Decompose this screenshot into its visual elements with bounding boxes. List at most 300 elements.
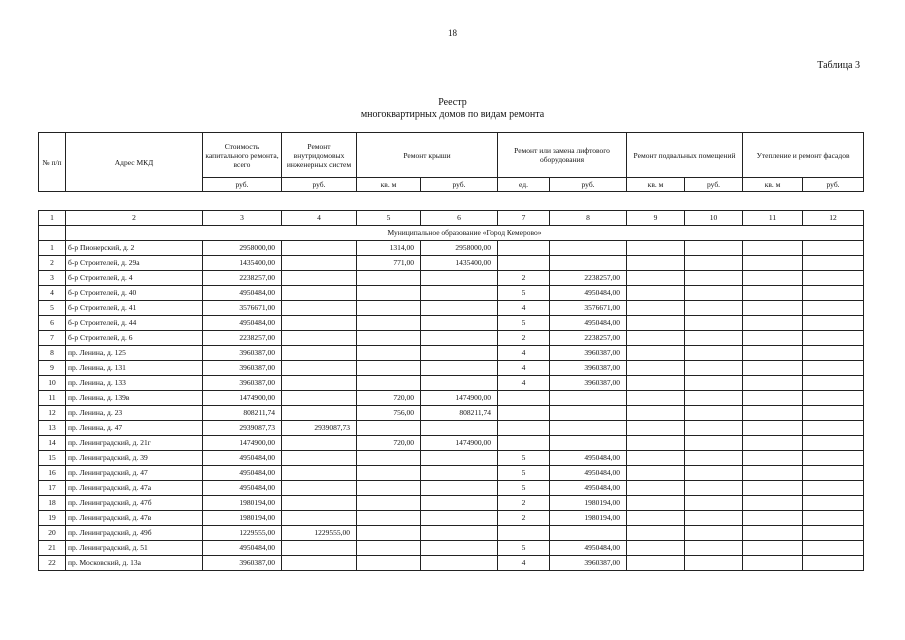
value-cell [685,376,743,391]
value-cell [803,391,864,406]
column-number-cell: 12 [803,211,864,226]
address-cell: пр. Ленина, д. 47 [66,421,203,436]
row-number-cell: 18 [39,496,66,511]
registry-table-body [38,210,864,571]
section-row [39,226,864,241]
header-address: Адрес МКД [66,133,203,192]
value-cell [357,316,421,331]
value-cell [421,361,498,376]
value-cell [803,496,864,511]
table-row [39,376,864,391]
value-cell [803,301,864,316]
row-number-cell: 22 [39,556,66,571]
row-number-cell: 4 [39,286,66,301]
value-cell [743,526,803,541]
value-cell [685,271,743,286]
value-cell: 4950484,00 [550,451,627,466]
header-num: № п/п [39,133,66,192]
value-cell: 1435400,00 [421,256,498,271]
value-cell [685,526,743,541]
value-cell [685,361,743,376]
row-number-cell: 3 [39,271,66,286]
value-cell [357,481,421,496]
value-cell [685,256,743,271]
table-row [39,511,864,526]
value-cell [357,511,421,526]
value-cell [803,256,864,271]
value-cell [282,406,357,421]
value-cell [743,241,803,256]
table-row [39,496,864,511]
value-cell: 1474900,00 [421,391,498,406]
address-cell: б-р Строителей, д. 4 [66,271,203,286]
value-cell [498,421,550,436]
row-number-cell: 16 [39,466,66,481]
value-cell [803,526,864,541]
value-cell: 4950484,00 [550,316,627,331]
value-cell [627,496,685,511]
value-cell [627,451,685,466]
column-number-cell: 10 [685,211,743,226]
value-cell [550,436,627,451]
address-cell: б-р Строителей, д. 40 [66,286,203,301]
value-cell: 5 [498,316,550,331]
header-facade: Утепление и ремонт фасадов [743,133,864,178]
value-cell [743,481,803,496]
value-cell [803,376,864,391]
table-row [39,421,864,436]
value-cell [743,436,803,451]
unit-cell: кв. м [743,178,803,192]
row-number-cell: 2 [39,256,66,271]
value-cell [743,406,803,421]
value-cell: 4 [498,376,550,391]
value-cell [685,286,743,301]
value-cell [743,346,803,361]
value-cell [421,316,498,331]
value-cell: 4950484,00 [203,481,282,496]
value-cell [498,256,550,271]
value-cell [803,346,864,361]
value-cell: 4 [498,361,550,376]
value-cell [498,241,550,256]
table-row [39,556,864,571]
value-cell [627,406,685,421]
value-cell: 2 [498,331,550,346]
column-number-cell: 4 [282,211,357,226]
value-cell: 1474900,00 [421,436,498,451]
table-row [39,241,864,256]
table-row [39,301,864,316]
value-cell [803,541,864,556]
registry-table-header [38,132,864,192]
unit-cell: руб. [421,178,498,192]
value-cell [282,541,357,556]
value-cell [357,421,421,436]
value-cell [421,451,498,466]
title-line-2: многоквартирных домов по видам ремонта [360,109,545,120]
value-cell [685,481,743,496]
value-cell [550,256,627,271]
column-number-cell: 5 [357,211,421,226]
row-number-cell: 10 [39,376,66,391]
value-cell [421,271,498,286]
value-cell [685,301,743,316]
value-cell [421,286,498,301]
address-cell: пр. Ленинградский, д. 39 [66,451,203,466]
value-cell [498,391,550,406]
table-row [39,466,864,481]
value-cell [357,346,421,361]
value-cell [421,481,498,496]
column-number-cell: 7 [498,211,550,226]
value-cell [550,526,627,541]
value-cell: 1435400,00 [203,256,282,271]
address-cell: б-р Строителей, д. 29а [66,256,203,271]
address-cell: пр. Ленинградский, д. 47б [66,496,203,511]
value-cell: 3960387,00 [550,556,627,571]
value-cell [282,301,357,316]
table-row [39,436,864,451]
value-cell: 2 [498,271,550,286]
value-cell [803,286,864,301]
address-cell: пр. Ленинградский, д. 51 [66,541,203,556]
value-cell [550,421,627,436]
value-cell [627,436,685,451]
row-number-cell: 13 [39,421,66,436]
value-cell [627,316,685,331]
value-cell: 4950484,00 [550,481,627,496]
value-cell [550,391,627,406]
value-cell: 1980194,00 [203,496,282,511]
section-blank-cell [39,226,66,241]
value-cell: 3576671,00 [203,301,282,316]
row-number-cell: 8 [39,346,66,361]
value-cell: 808211,74 [203,406,282,421]
value-cell: 4950484,00 [550,466,627,481]
value-cell: 5 [498,481,550,496]
value-cell [627,481,685,496]
value-cell [803,421,864,436]
value-cell: 771,00 [357,256,421,271]
value-cell [627,301,685,316]
value-cell [421,496,498,511]
value-cell [421,526,498,541]
value-cell: 2939087,73 [282,421,357,436]
value-cell [743,511,803,526]
value-cell [685,511,743,526]
value-cell [803,466,864,481]
value-cell [282,511,357,526]
value-cell [803,406,864,421]
value-cell: 4950484,00 [203,451,282,466]
value-cell [421,466,498,481]
value-cell [421,511,498,526]
address-cell: пр. Ленина, д. 139в [66,391,203,406]
value-cell [282,286,357,301]
value-cell: 4950484,00 [203,286,282,301]
address-cell: пр. Ленинградский, д. 49б [66,526,203,541]
value-cell: 3960387,00 [550,361,627,376]
value-cell: 1229555,00 [282,526,357,541]
value-cell [357,331,421,346]
value-cell [627,286,685,301]
table-row [39,391,864,406]
value-cell: 1229555,00 [203,526,282,541]
value-cell: 3960387,00 [550,346,627,361]
value-cell: 2958000,00 [421,241,498,256]
value-cell [550,406,627,421]
value-cell [627,526,685,541]
row-number-cell: 19 [39,511,66,526]
value-cell: 4950484,00 [203,466,282,481]
value-cell [685,346,743,361]
address-cell: пр. Ленинградский, д. 47а [66,481,203,496]
value-cell [627,361,685,376]
value-cell: 5 [498,541,550,556]
table-row [39,526,864,541]
value-cell [627,256,685,271]
value-cell [357,526,421,541]
value-cell [743,361,803,376]
table-row [39,361,864,376]
value-cell: 4950484,00 [550,541,627,556]
value-cell: 1980194,00 [550,496,627,511]
page-number: 18 [448,28,457,38]
value-cell [685,466,743,481]
value-cell: 756,00 [357,406,421,421]
address-cell: пр. Ленина, д. 125 [66,346,203,361]
address-cell: б-р Строителей, д. 6 [66,331,203,346]
address-cell: пр. Ленина, д. 133 [66,376,203,391]
value-cell [743,376,803,391]
column-number-cell: 3 [203,211,282,226]
value-cell [685,451,743,466]
row-number-cell: 21 [39,541,66,556]
value-cell [685,241,743,256]
value-cell [627,241,685,256]
value-cell [685,436,743,451]
row-number-cell: 5 [39,301,66,316]
value-cell: 1980194,00 [203,511,282,526]
value-cell [498,436,550,451]
value-cell [803,511,864,526]
value-cell [498,406,550,421]
table-row [39,256,864,271]
value-cell: 4 [498,301,550,316]
row-number-cell: 20 [39,526,66,541]
table-label: Таблица 3 [817,60,860,71]
value-cell [357,556,421,571]
header-roof: Ремонт крыши [357,133,498,178]
value-cell [357,361,421,376]
table-row [39,316,864,331]
column-number-cell: 8 [550,211,627,226]
document-title [0,97,905,121]
unit-cell: кв. м [627,178,685,192]
value-cell [357,286,421,301]
value-cell: 4 [498,556,550,571]
address-cell: б-р Пионерский, д. 2 [66,241,203,256]
section-title: Муниципальное образование «Город Кемерово» [66,226,864,241]
value-cell: 4950484,00 [550,286,627,301]
unit-cell: руб. [203,178,282,192]
value-cell: 3960387,00 [203,361,282,376]
value-cell: 3576671,00 [550,301,627,316]
table-row [39,406,864,421]
value-cell [357,466,421,481]
value-cell [357,451,421,466]
value-cell [743,316,803,331]
value-cell [282,451,357,466]
table-row [39,346,864,361]
value-cell [627,466,685,481]
value-cell [743,421,803,436]
unit-cell: руб. [550,178,627,192]
row-number-cell: 17 [39,481,66,496]
table-row [39,286,864,301]
row-number-cell: 12 [39,406,66,421]
address-cell: пр. Ленинградский, д. 21г [66,436,203,451]
unit-cell: ед. [498,178,550,192]
value-cell [685,406,743,421]
value-cell [743,451,803,466]
value-cell: 2 [498,496,550,511]
value-cell: 2238257,00 [550,331,627,346]
unit-cell: руб. [685,178,743,192]
row-number-cell: 15 [39,451,66,466]
value-cell [803,451,864,466]
value-cell: 720,00 [357,391,421,406]
value-cell: 2238257,00 [550,271,627,286]
value-cell [282,481,357,496]
value-cell [627,556,685,571]
value-cell: 2958000,00 [203,241,282,256]
title-line-1: Реестр [438,97,467,108]
value-cell: 3960387,00 [203,556,282,571]
value-cell [743,271,803,286]
value-cell: 3960387,00 [203,376,282,391]
value-cell [282,556,357,571]
value-cell: 4 [498,346,550,361]
value-cell [803,271,864,286]
value-cell [421,421,498,436]
value-cell [282,241,357,256]
value-cell [498,526,550,541]
value-cell [421,301,498,316]
value-cell [685,556,743,571]
value-cell [685,421,743,436]
value-cell: 2238257,00 [203,331,282,346]
header-engineering: Ремонт внутридомовых инженерных систем [282,133,357,178]
column-number-cell: 2 [66,211,203,226]
value-cell [743,331,803,346]
address-cell: пр. Ленинградский, д. 47 [66,466,203,481]
value-cell: 5 [498,466,550,481]
value-cell [282,391,357,406]
value-cell [282,271,357,286]
value-cell [743,286,803,301]
value-cell: 2 [498,511,550,526]
value-cell: 2238257,00 [203,271,282,286]
value-cell [743,256,803,271]
address-cell: б-р Строителей, д. 44 [66,316,203,331]
value-cell [282,316,357,331]
value-cell [743,541,803,556]
value-cell [282,436,357,451]
column-number-cell: 9 [627,211,685,226]
value-cell [357,376,421,391]
value-cell: 1474900,00 [203,391,282,406]
value-cell [357,541,421,556]
value-cell: 2939087,73 [203,421,282,436]
value-cell [627,541,685,556]
value-cell: 5 [498,286,550,301]
value-cell: 720,00 [357,436,421,451]
value-cell [803,556,864,571]
value-cell [803,361,864,376]
value-cell [743,556,803,571]
table-row [39,451,864,466]
value-cell [282,361,357,376]
value-cell: 4950484,00 [203,541,282,556]
header-total-cost: Стоимость капитального ремонта, всего [203,133,282,178]
value-cell: 3960387,00 [550,376,627,391]
value-cell [282,331,357,346]
column-number-row [39,211,864,226]
value-cell [627,376,685,391]
value-cell [803,316,864,331]
address-cell: пр. Ленина, д. 131 [66,361,203,376]
value-cell [627,421,685,436]
table-row [39,541,864,556]
address-cell: б-р Строителей, д. 41 [66,301,203,316]
column-number-cell: 1 [39,211,66,226]
value-cell [550,241,627,256]
row-number-cell: 14 [39,436,66,451]
header-elevator: Ремонт или замена лифтового оборудования [498,133,627,178]
value-cell [421,331,498,346]
value-cell [421,556,498,571]
value-cell [282,256,357,271]
value-cell [685,316,743,331]
address-cell: пр. Ленина, д. 23 [66,406,203,421]
value-cell [803,241,864,256]
value-cell [685,496,743,511]
value-cell [357,496,421,511]
value-cell [282,496,357,511]
value-cell [627,391,685,406]
value-cell [421,346,498,361]
value-cell [743,391,803,406]
value-cell [685,331,743,346]
value-cell [685,541,743,556]
row-number-cell: 7 [39,331,66,346]
address-cell: пр. Московский, д. 13а [66,556,203,571]
value-cell [282,466,357,481]
value-cell [627,331,685,346]
column-number-cell: 6 [421,211,498,226]
value-cell [627,511,685,526]
row-number-cell: 11 [39,391,66,406]
value-cell [743,496,803,511]
value-cell [357,271,421,286]
unit-cell: руб. [282,178,357,192]
value-cell: 4950484,00 [203,316,282,331]
value-cell: 3960387,00 [203,346,282,361]
table-row [39,271,864,286]
value-cell: 5 [498,451,550,466]
